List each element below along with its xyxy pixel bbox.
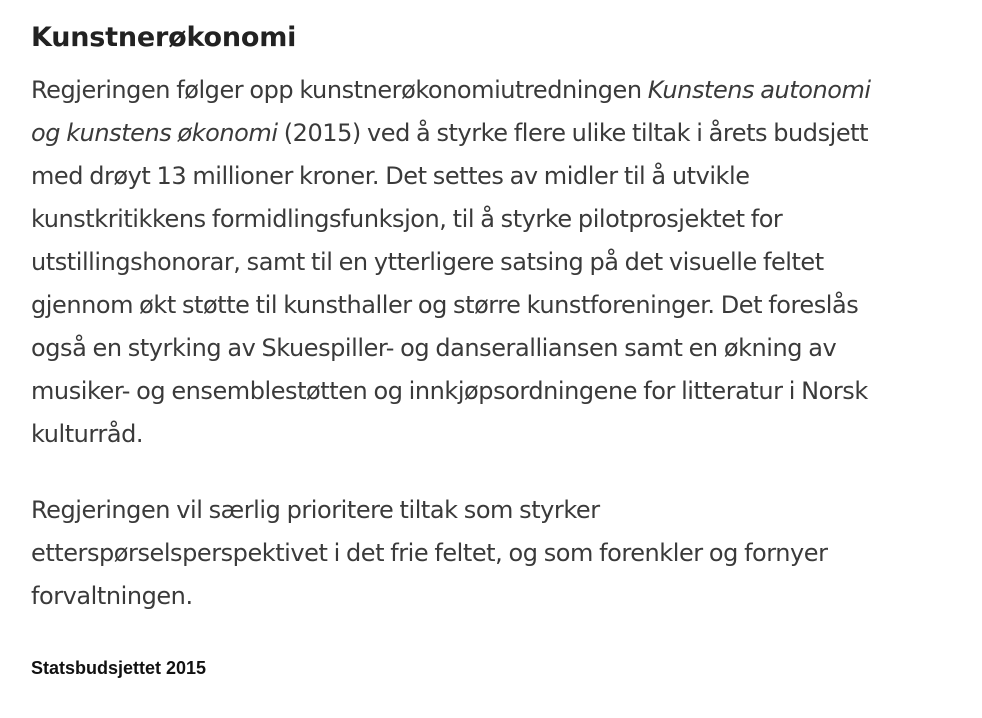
paragraph-line — [31, 69, 966, 112]
paragraph-line: også en styrking av Skuespiller- og danseralliansen samt en økning av — [31, 334, 837, 362]
report-title-italic: Kunstens autonomi — [647, 76, 871, 104]
paragraph-line: etterspørselsperspektivet i det frie feltet, og som forenkler og fornyer — [31, 539, 828, 567]
paragraph-line: med drøyt 13 millioner kroner. Det settes av midler til å utvikle — [31, 162, 750, 190]
paragraph-line: Regjeringen vil særlig prioritere tiltak som styrker — [31, 496, 600, 524]
section-heading: Kunstnerøkonomi — [31, 22, 297, 53]
paragraph-text: (2015) ved å styrke flere ulike tiltak i årets budsjett — [277, 119, 869, 147]
paragraph-text: Regjeringen følger opp kunstnerøkonomiutredningen — [31, 76, 648, 104]
body-paragraph-1 — [31, 69, 966, 456]
paragraph-line: musiker- og ensemblestøtten og innkjøpsordningene for litteratur i Norsk — [31, 377, 868, 405]
paragraph-line: kulturråd. — [31, 420, 144, 448]
paragraph-line: utstillingshonorar, samt til en ytterligere satsing på det visuelle feltet — [31, 248, 824, 276]
paragraph-line: gjennom økt støtte til kunsthaller og større kunstforeninger. Det foreslås — [31, 291, 859, 319]
body-paragraph-2 — [31, 489, 966, 618]
paragraph-line: kunstkritikkens formidlingsfunksjon, til å styrke pilotprosjektet for — [31, 205, 783, 233]
paragraph-line — [31, 112, 966, 155]
report-title-italic: og kunstens økonomi — [31, 119, 278, 147]
article — [31, 14, 966, 618]
paragraph-line: forvaltningen. — [31, 582, 193, 610]
source-caption: Statsbudsjettet 2015 — [31, 658, 207, 678]
